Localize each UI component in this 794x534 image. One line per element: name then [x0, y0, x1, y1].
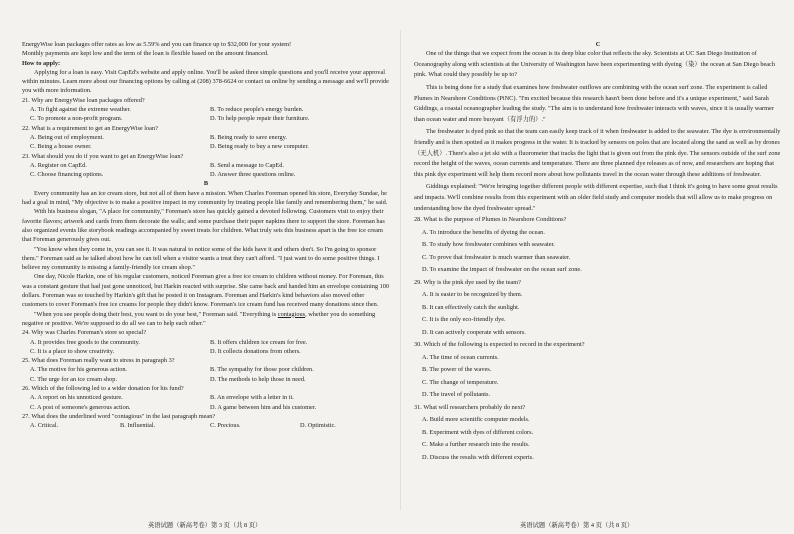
- c-paragraph-3: The freshwater is dyed pink so that the team can easily keep track of it when freshwater is added to the seawater. The dye is environmentally friendly and is then spotted as it makes progress in the water. It is tracked by sensors on poles that are located along the sand as well as by drones（无人机）. There's also a jet ski with a fluorometer that tracks the light that is given out from the pink dye. The sensors outside of the surf zone record the height of the waves, ocean currents and temperature. There are three planned dye releases as of now, and researchers are hoping that this pink dye experiment will help them record more about how pollutants travel in the ocean water through these additions of freshwater.: [414, 128, 781, 178]
- b-p5-pre: "When you see people doing their best, you want to do your best," Foreman said. "Everything is: [33, 310, 278, 318]
- option: A. Being out of employment.: [30, 133, 104, 141]
- option: A. Register on CapEd.: [30, 161, 87, 169]
- option: D. It collects donations from others.: [210, 347, 301, 355]
- option: B. It offers children ice cream for free.: [210, 338, 308, 346]
- option: A. The time of ocean currents.: [422, 353, 499, 361]
- option: B. Send a message to CapEd.: [210, 161, 284, 169]
- option: B. To reduce people's energy burden.: [210, 106, 304, 114]
- option: C. The urge for an ice cream shop.: [30, 375, 118, 383]
- q24-options: [30, 338, 390, 357]
- page-3-footer: 英语试题（新高考卷）第 3 页（共 8 页）: [148, 522, 262, 529]
- option: A. To fight against the extreme weather.: [30, 106, 131, 114]
- question-30: 30. Which of the following is expected to record in the experiment?: [414, 341, 585, 349]
- option: A. It is easier to be recognized by them.: [422, 291, 523, 299]
- q27-options: [30, 421, 390, 430]
- intro-line: Monthly payments are kept low and the term of the loan is flexible based on the amount financed.: [22, 50, 269, 58]
- c-paragraph-4: Giddings explained: "We're bringing together different people with different expertise, such that I think it's going to have some great results and impacts. We'll combine results from this experiment with an older field study and computer models that will allow us to make progress on understanding how the dyed freshwater spread.": [414, 183, 778, 212]
- option: D. Answer three questions online.: [210, 171, 296, 179]
- option: D. Optimistic.: [300, 422, 336, 430]
- b-paragraph-4: One day, Nicole Harkin, one of his regular customers, noticed Foreman give a free ice cream to children without money. For Foreman, this was a constant gesture that had just gone unnoticed, but Harkin reacted with surprise. She came back and handed him an envelope containing 100 dollars. Foreman was so touched by Harkin's gift that he posted it on Instagram. Foreman and Harkin's kind behaviors also moved other customers to cover Foreman's free ice creams for people they didn't know. Foreman's ice cream fund has received many donations since then.: [22, 273, 390, 309]
- option: B. Experiment with dyes of different colors.: [422, 428, 534, 436]
- option: B. It can effectively catch the sunlight.: [422, 303, 520, 311]
- q30-options: [422, 352, 782, 402]
- option: C. Make a further research into the results.: [422, 441, 530, 449]
- option: C. To prove that freshwater is much warmer than seawater.: [422, 253, 571, 261]
- page-fold: [400, 30, 401, 510]
- page-4-footer: 英语试题（新高考卷）第 4 页（共 8 页）: [520, 522, 634, 529]
- option: A. The motive for his generous action.: [30, 366, 128, 374]
- option: B. The sympathy for those poor children.: [210, 366, 314, 374]
- how-to-apply-heading: How to apply:: [22, 59, 61, 67]
- q21-options: [30, 105, 390, 124]
- c-paragraph-1: One of the things that we expect from the ocean is its deep blue color that reflects the sky. Scientists at UC San Diego Institution of Oceanography along with scientists at the University of Washington have been experimenting with dyeing（染）the ocean at San Diego beach pink. What could they possibly be up to?: [414, 50, 776, 79]
- option: C. It is a place to show creativity.: [30, 347, 115, 355]
- q28-options: [422, 227, 782, 277]
- option: D. Being ready to buy a new computer.: [210, 143, 309, 151]
- option: D. Discuss the results with different experts.: [422, 453, 534, 461]
- option: C. The change of temperature.: [422, 378, 499, 386]
- q26-options: [30, 393, 390, 412]
- option: A. It provides free goods to the community.: [30, 338, 140, 346]
- option: A. Build more scientific computer models.: [422, 416, 530, 424]
- option: C. To promote a non-profit program.: [30, 115, 123, 123]
- option: C. A post of someone's generous action.: [30, 403, 131, 411]
- intro-line: EnergyWise loan packages offer rates as low as 5.59% and you can finance up to $32,000 for your system!: [22, 41, 292, 48]
- section-b-heading: B: [203, 180, 209, 188]
- b-paragraph-5: [22, 310, 390, 329]
- option: D. To help people repair their furniture.: [210, 115, 310, 123]
- option: B. Being ready to save energy.: [210, 133, 287, 141]
- b-paragraph-2: With his business slogan, "A place for community," Foreman's store has quickly gained a devoted following. Customers visit to enjoy their favorite flavors; artwork and cards from them decorate the walls; and some purchase their paper napkins there to support the store. Foreman has also organized events like storybook readings accompanied by sweet treats for children. What truly sets this business apart is the free ice cream that Foreman generously gives out.: [22, 208, 385, 244]
- option: B. Influential.: [120, 422, 156, 430]
- page-3-column: [22, 40, 390, 430]
- question-25: 25. What does Foreman really want to stress in paragraph 3?: [22, 357, 175, 365]
- section-c-heading: C: [595, 41, 601, 48]
- option: D. To examine the impact of freshwater on the ocean surf zone.: [422, 266, 582, 274]
- question-21: 21. Why are EnergyWise loan packages offered?: [22, 96, 145, 104]
- option: C. Being a house owner.: [30, 143, 92, 151]
- option: D. The travel of pollutants.: [422, 391, 491, 399]
- q22-options: [30, 133, 390, 152]
- option: C. Choose financing options.: [30, 171, 104, 179]
- option: D. A game between him and his customer.: [210, 403, 317, 411]
- option: A. Critical.: [30, 422, 59, 430]
- apply-paragraph: Applying for a loan is easy. Visit CapEd's website and apply online. You'll be asked three simple questions and you'll receive your approval within minutes. Learn more about our financing options by calling at (208) 378-6624 or contact us online by sending a message and we'll provide you with more information.: [22, 68, 389, 95]
- q23-options: [30, 161, 390, 180]
- page-4-column: [414, 40, 782, 464]
- option: B. The power of the waves.: [422, 366, 492, 374]
- b-paragraph-3: "You know when they come in, you can see it. It was natural to notice some of the kids have it and others don't. So I'm going to sponsor them." Foreman said as he talked about how he can tell when a visitor wants a treat they can't afford. "I just want to do some positive things. I believe my community is missing a family-friendly ice cream shop.": [22, 245, 380, 272]
- question-26: 26. Which of the following led to a wider donation for his fund?: [22, 384, 184, 392]
- c-paragraph-2: This is being done for a study that examines how freshwater outflows are combining with the ocean surf zone. The experiment is called Plumes in Nearshore Conditions (PiNC). "I'm excited because this research hasn't been done before and it's a unique experiment," said Sarah Giddings, a coastal oceanographer leading the study. "The aim is to understand how freshwater interacts with waves, since it is usually warmer than ocean water and more buoyant（有浮力的）.": [414, 84, 774, 123]
- option: C. Precious.: [210, 422, 241, 430]
- question-24: 24. Why was Charles Foreman's store so special?: [22, 329, 147, 337]
- question-31: 31. What will researchers probably do next?: [414, 403, 526, 411]
- option: C. It is the only eco-friendly dye.: [422, 316, 506, 324]
- option: B. An envelope with a letter in it.: [210, 394, 294, 402]
- question-22: 22. What is a requirement to get an EnergyWise loan?: [22, 124, 158, 132]
- question-27: 27. What does the underlined word "contagious" in the last paragraph mean?: [22, 412, 216, 420]
- question-28: 28. What is the purpose of Plumes in Nearshore Conditions?: [414, 216, 567, 224]
- q31-options: [422, 414, 782, 464]
- option: A. To introduce the benefits of dyeing the ocean.: [422, 228, 545, 236]
- q25-options: [30, 365, 390, 384]
- option: B. To study how freshwater combines with seawater.: [422, 241, 555, 249]
- option: D. The methods to help those in need.: [210, 375, 306, 383]
- question-29: 29. Why is the pink dye used by the team?: [414, 278, 521, 286]
- underlined-word: contagious: [277, 310, 306, 318]
- b-p5-post: , whether you do something negative or positive. We're supposed to do all we can to help each other.": [22, 310, 376, 327]
- b-paragraph-1: Every community has an ice cream store, but not all of them have a mission. When Charles Foreman opened his store, Everyday Sundae, he had a goal in mind, "My objective is to make a positive impact in my community by treating people like family and remembering them," he said.: [22, 189, 388, 207]
- q29-options: [422, 289, 782, 339]
- option: A. A report on his unnoticed gesture.: [30, 394, 123, 402]
- question-23: 23. What should you do if you want to get an EnergyWise loan?: [22, 152, 184, 160]
- option: D. It can actively cooperate with sensors.: [422, 328, 526, 336]
